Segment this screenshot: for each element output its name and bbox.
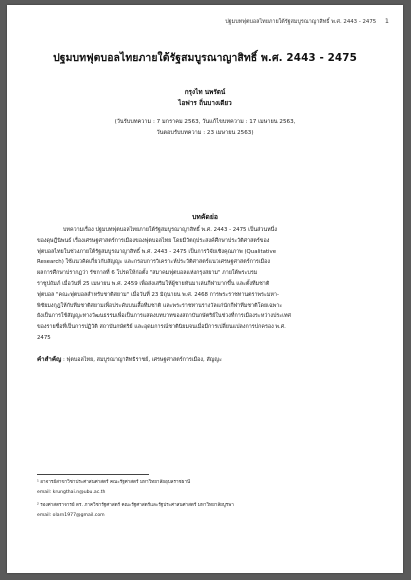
author-name: ไอฟาร ถิ่นบางเตียว <box>178 99 232 107</box>
page-number: 1 <box>384 17 389 25</box>
footnotes <box>37 478 363 520</box>
dates-line: (วันรับบทความ : 7 มกราคม 2563, วันแก้ไขบทความ : 17 เมษายน 2563, <box>114 119 296 125</box>
abstract-line: Research) ใช้แนวคิดเกี่ยวกับสัญญะ และกรอบการวิเคราะห์ประวัติศาสตร์แนวเศรษฐศาสตร์การเมือง <box>37 259 271 266</box>
abstract-line: ของดุษฎีนิพนธ์ เรื่องเศรษฐศาสตร์การเมืองของฟุตบอลไทย โดยมีวัตถุประสงค์ศึกษาประวัติศาสตร์ของ <box>37 237 270 244</box>
abstract-line: บทความเรื่อง ปฐมบทฟุตบอลไทยภายใต้รัฐสมบูรณาญาสิทธิ์ พ.ศ. 2443 - 2475 เป็นส่วนหนึ่ง <box>63 227 277 233</box>
footnote-divider <box>37 474 149 475</box>
footnote: ² รองศาสตราจารย์ ดร. ภาควิชารัฐศาสตร์ คณะรัฐศาสตร์และรัฐประศาสนศาสตร์ มหาวิทยาลัยบูรพา <box>37 503 234 509</box>
keywords-list: : ฟุตบอลไทย, สมบูรณาญาสิทธิราชย์, เศรษฐศาสตร์การเมือง, สัญญะ <box>63 357 222 363</box>
abstract-line: ของรายชื่อที่เป็นการปฏิวัติ สถาบันกษัตริย์ และอุดมการณ์ชาตินิยมจนเมื่อมีการเปลี่ยนแปลงการปกครอง พ.ศ. <box>37 324 286 331</box>
abstract-heading: บทคัดย่อ <box>192 213 218 221</box>
keywords <box>37 354 373 364</box>
footnote-email: email: olarn1977@gmail.com <box>37 512 105 518</box>
keywords-label: คำสำคัญ <box>37 356 62 363</box>
abstract-line: ฟุตบอลไทยในช่วงภายใต้รัฐสมบูรณาญาสิทธิ์ พ.ศ. 2443 - 2475 เป็นการวิจัยเชิงคุณภาพ (Qualitative <box>37 248 277 255</box>
footnote-email: email: krungthai.n@ubu.ac.th <box>37 489 106 495</box>
article-title: ปฐมบทฟุตบอลไทยภายใต้รัฐสมบูรณาญาสิทธิ์ พ.ศ. 2443 - 2475 <box>53 52 357 64</box>
abstract-line: 2475 <box>37 334 51 341</box>
dates-line: วันตอบรับบทความ : 23 เมษายน 2563) <box>156 130 254 136</box>
running-head-text: ปฐมบทฟุตบอลไทยภายใต้รัฐสมบูรณาญาสิทธิ์ พ.ศ. 2443 - 2475 <box>225 19 377 25</box>
abstract-line: ยังเป็นการใช้สัญญะทางวัฒนธรรมเพื่อเป็นการแสดงบทบาทของสถาบันกษัตริย์ในช่วงที่การเมืองระหว่างประเทศ <box>37 313 291 320</box>
document-page <box>7 5 403 573</box>
running-head <box>17 17 389 26</box>
abstract-line: พิชัยมงกุฎให้กับทีมชาติสยามเพื่อประดับบนเสื้อทีมชาติ และพระราชทานรางวัลแก่นักกีฬาทีมชาติโดยเฉพาะ <box>37 302 283 309</box>
submission-dates <box>7 117 403 139</box>
abstract-line: ราชูปถัมภ์ เมื่อวันที่ 25 เมษายน พ.ศ. 2459 เพื่อส่งเสริมให้ผู้ชายหันมาเล่นกีฬามากขึ้น และตั้งทีมชาติ <box>37 280 270 287</box>
abstract-line: ฟุตบอล "คณะฟุตบอลสำหรับชาติสยาม" เมื่อวันที่ 23 มิถุนายน พ.ศ. 2468 การพระราชทานตราพระมหา- <box>37 291 279 298</box>
abstract-line: ผลการศึกษาปรากฏว่า รัชกาลที่ 6 โปรดให้ก่อตั้ง "สมาคมฟุตบอลแห่งกรุงสยาม" ภายใต้พระบรม <box>37 270 258 277</box>
abstract-body <box>37 225 373 344</box>
author-list <box>7 87 403 109</box>
footnote: ¹ อาจารย์สาขาวิชาประศาสนศาสตร์ คณะรัฐศาสตร์ มหาวิทยาลัยอุบลราชธานี <box>37 480 191 485</box>
author-name: กรุงไท นพรัตน์ <box>184 88 226 96</box>
